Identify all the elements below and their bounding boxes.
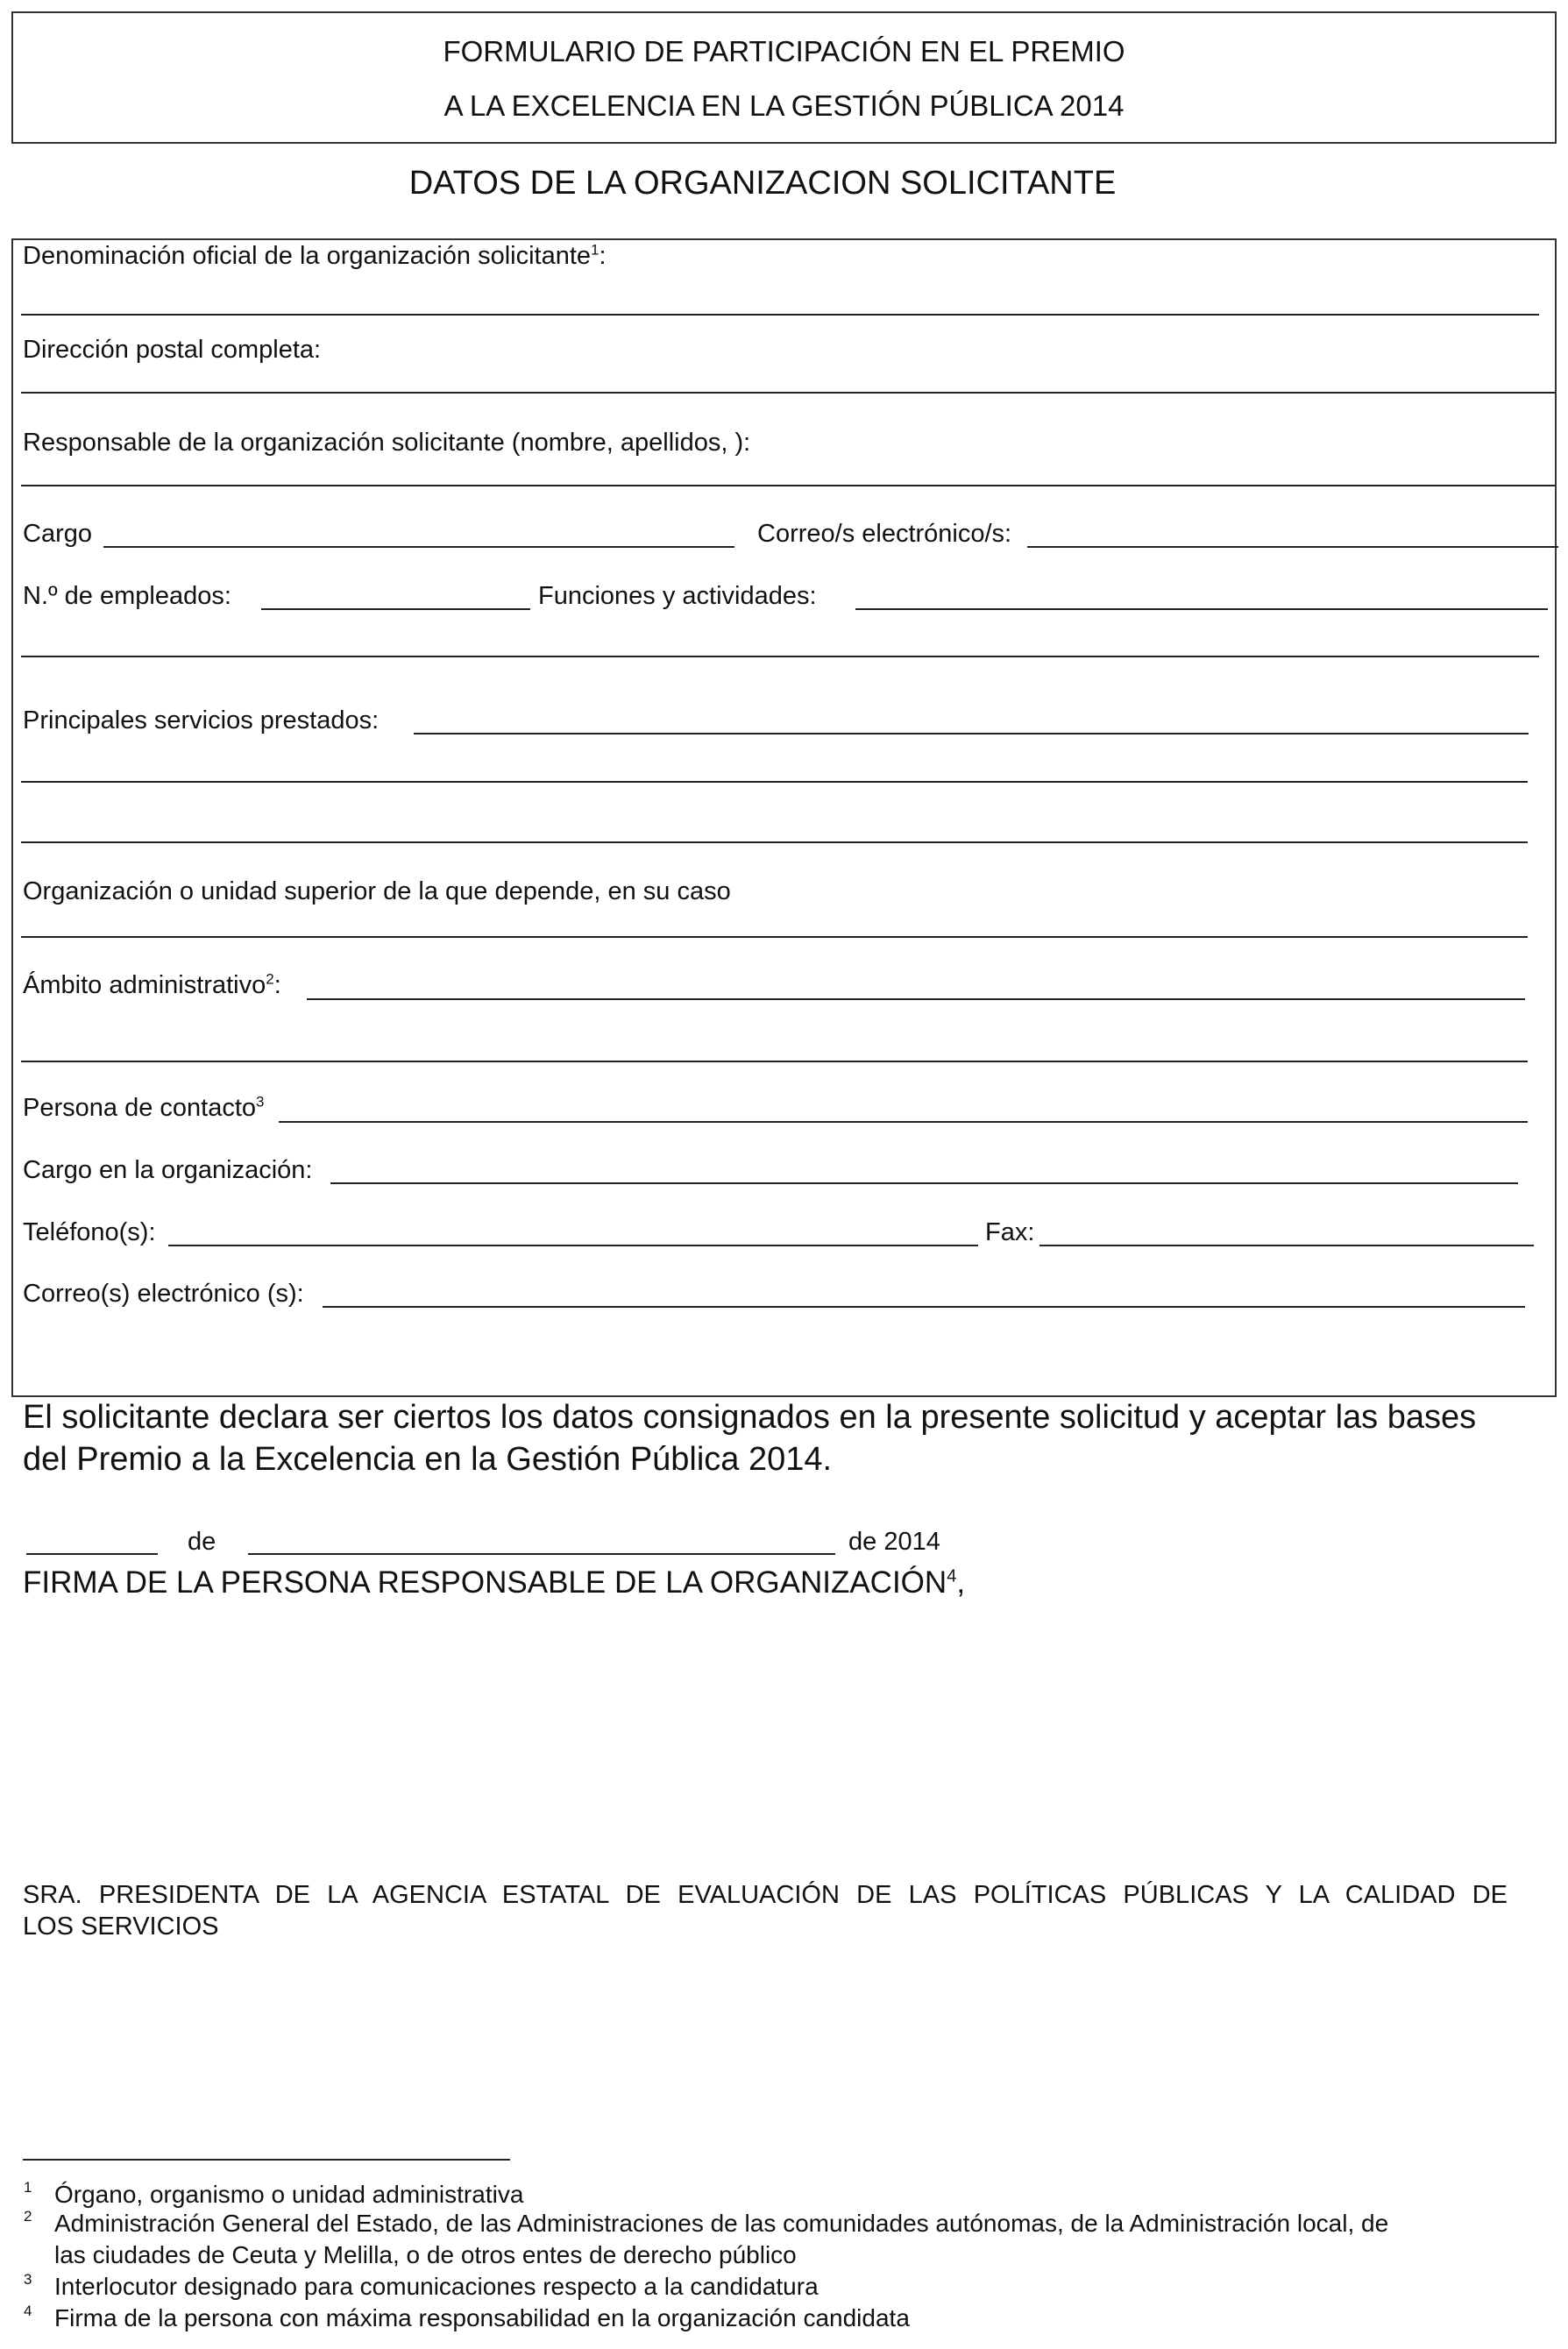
cargo-label: Cargo (23, 520, 92, 548)
header-box (11, 11, 1557, 144)
declaration-line-2: del Premio a la Excelencia en la Gestión Pública 2014. (23, 1441, 833, 1478)
telefono-label: Teléfono(s): (23, 1218, 156, 1246)
persona-contacto-field[interactable] (279, 1121, 1528, 1123)
footnote-ref-1: 1 (591, 241, 600, 259)
servicios-field[interactable] (414, 733, 1529, 735)
funciones-label: Funciones y actividades: (538, 582, 817, 610)
footnote-2-text: Administración General del Estado, de las Administraciones de las comunidades autónomas, de la Administración local, de (54, 2210, 1389, 2237)
telefono-field[interactable] (168, 1245, 978, 1246)
section-title: DATOS DE LA ORGANIZACION SOLICITANTE (408, 165, 1117, 202)
addressee-line-2: LOS SERVICIOS (23, 1913, 219, 1941)
empleados-label: N.º de empleados: (23, 582, 231, 610)
fax-field[interactable] (1039, 1245, 1534, 1246)
cargo-field[interactable] (103, 546, 734, 548)
footnote-separator (23, 2159, 510, 2161)
ambito-label: Ámbito administrativo$^2$: (23, 970, 281, 999)
footnote-3-text: Interlocutor designado para comunicaciones respecto a la candidatura (54, 2273, 819, 2300)
funciones-field-continued[interactable] (21, 656, 1539, 657)
ambito-field-line-2[interactable] (21, 1061, 1528, 1062)
direccion-field[interactable] (21, 392, 1555, 394)
empleados-field[interactable] (261, 608, 530, 610)
addressee-line-1: SRA. PRESIDENTA DE LA AGENCIA ESTATAL DE EVALUACIÓN DE LAS POLÍTICAS PÚBLICAS Y LA CALIDAD DE (23, 1881, 1508, 1909)
date-de-label: de (188, 1528, 216, 1556)
date-year-label: de 2014 (848, 1528, 940, 1556)
cargo-organizacion-field[interactable] (330, 1182, 1518, 1184)
declaration-line-1: El solicitante declara ser ciertos los datos consignados en la presente solicitud y aceptar las bases (23, 1399, 1477, 1436)
footnote-3-number: 3 (24, 2271, 32, 2288)
footnote-ref-4: 4 (947, 1566, 957, 1586)
correo-contacto-field[interactable] (323, 1306, 1525, 1308)
direccion-label: Dirección postal completa: (23, 336, 322, 364)
footnote-2-number: 2 (24, 2208, 32, 2225)
funciones-field[interactable] (855, 608, 1548, 610)
footnote-ref-2: 2 (266, 970, 274, 988)
correos-field[interactable] (1027, 546, 1558, 548)
header-line-1: FORMULARIO DE PARTICIPACIÓN EN EL PREMIO (443, 35, 1125, 67)
footnote-1-number: 1 (24, 2179, 32, 2196)
fax-label: Fax: (985, 1218, 1035, 1246)
signature-label: FIRMA DE LA PERSONA RESPONSABLE DE LA ORGANIZACIÓN$^4$, (23, 1565, 966, 1600)
correo-contacto-label: Correo(s) electrónico (s): (23, 1280, 304, 1308)
correos-label: Correo/s electrónico/s: (757, 520, 1012, 548)
date-day-field[interactable] (26, 1553, 158, 1555)
responsable-label: Responsable de la organización solicitante (nombre, apellidos, ): (23, 429, 751, 457)
footnote-4-text: Firma de la persona con máxima responsabilidad en la organización candidata (54, 2304, 910, 2331)
cargo-organizacion-label: Cargo en la organización: (23, 1156, 313, 1184)
header-line-2: A LA EXCELENCIA EN LA GESTIÓN PÚBLICA 2014 (443, 89, 1125, 122)
footnote-ref-3: 3 (256, 1093, 265, 1111)
form-box (11, 238, 1557, 1397)
denominacion-label: Denominación oficial de la organización solicitante$^1$: (23, 241, 607, 270)
ambito-field[interactable] (307, 998, 1525, 1000)
footnote-2-text-continued: las ciudades de Ceuta y Melilla, o de otros entes de derecho público (54, 2241, 797, 2268)
responsable-field[interactable] (21, 485, 1555, 486)
servicios-field-line-3[interactable] (21, 841, 1528, 843)
servicios-label: Principales servicios prestados: (23, 706, 380, 735)
organizacion-superior-field[interactable] (21, 936, 1528, 938)
footnote-1-text: Órgano, organismo o unidad administrativa (54, 2181, 524, 2208)
footnote-4-number: 4 (24, 2303, 32, 2319)
persona-contacto-label: Persona de contacto$^3$ (23, 1093, 265, 1122)
date-month-field[interactable] (248, 1553, 835, 1555)
servicios-field-line-2[interactable] (21, 781, 1528, 783)
denominacion-field[interactable] (21, 314, 1539, 316)
organizacion-superior-label: Organización o unidad superior de la que depende, en su caso (23, 877, 731, 905)
